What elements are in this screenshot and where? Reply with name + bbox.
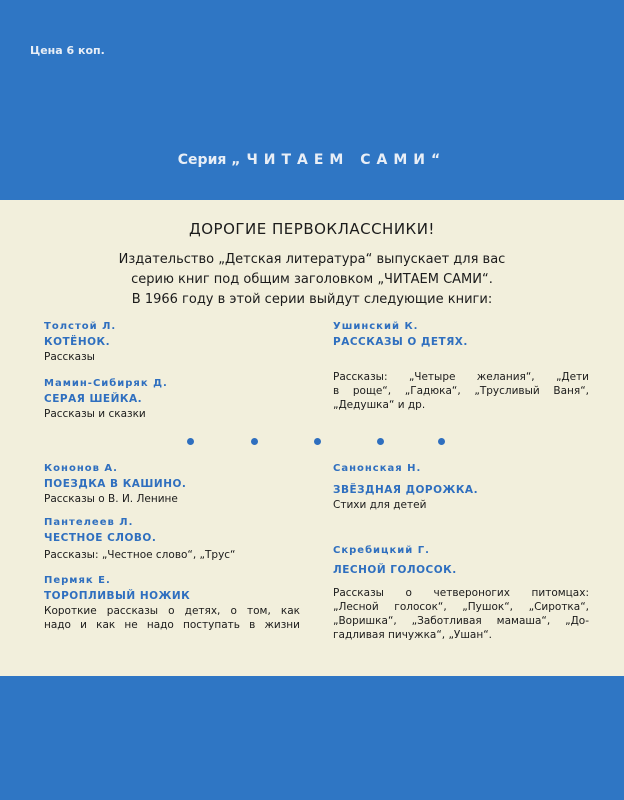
book-desc: в роще“, „Гадюка“, „Трусливый Ваня“, <box>333 385 589 397</box>
book-desc: Рассказы о четвероногих питомцах: <box>333 587 589 599</box>
book-author: Ушинский К. <box>333 321 419 332</box>
divider-dot <box>187 438 194 445</box>
book-title: ТОРОПЛИВЫЙ НОЖИК <box>44 590 191 602</box>
book-title: ЛЕСНОЙ ГОЛОСОК. <box>333 564 457 576</box>
book-desc: „Дедушка“ и др. <box>333 399 426 411</box>
series-name: „ЧИТАЕМ САМИ“ <box>231 152 447 168</box>
book-entry-permyak <box>44 574 300 632</box>
book-author: Скребицкий Г. <box>333 545 430 556</box>
book-author: Пермяк Е. <box>44 575 111 586</box>
divider-dot <box>251 438 258 445</box>
book-entry-sanonskaya <box>333 462 478 512</box>
book-desc: Рассказы: „Четыре желания“, „Дети <box>333 371 589 383</box>
divider-dot <box>438 438 445 445</box>
book-desc: Рассказы и сказки <box>44 408 146 420</box>
book-entry-panteleev <box>44 516 236 562</box>
book-title: КОТЁНОК. <box>44 336 111 348</box>
book-title: ПОЕЗДКА В КАШИНО. <box>44 478 187 490</box>
book-desc: гадливая пичужка“, „Ушан“. <box>333 629 493 641</box>
book-entry-tolstoy <box>44 320 116 364</box>
book-title: ЧЕСТНОЕ СЛОВО. <box>44 532 157 544</box>
book-title: РАССКАЗЫ О ДЕТЯХ. <box>333 336 468 348</box>
book-entry-mamin <box>44 377 168 421</box>
book-desc: Стихи для детей <box>333 499 427 511</box>
series-prefix: Серия <box>177 152 232 168</box>
book-desc: „Воришка“, „Заботливая мамаша“, „До- <box>333 615 589 627</box>
book-entry-ushinsky <box>333 320 589 412</box>
book-author: Толстой Л. <box>44 321 117 332</box>
divider-dots <box>0 438 624 448</box>
book-author: Пантелеев Л. <box>44 517 134 528</box>
book-desc: Рассказы о В. И. Ленине <box>44 493 178 505</box>
price-label: Цена 6 коп. <box>30 44 105 57</box>
intro-line: В 1966 году в этой серии выйдут следующие книги: <box>131 292 493 307</box>
book-author: Кононов А. <box>44 463 118 474</box>
book-desc: Короткие рассказы о детях, о том, как <box>44 605 300 617</box>
book-entry-skrebitsky <box>333 544 589 642</box>
intro-line: Издательство „Детская литература“ выпускает для вас <box>118 252 506 267</box>
book-desc: „Лесной голосок“, „Пушок“, „Сиротка“, <box>333 601 589 613</box>
book-title: СЕРАЯ ШЕЙКА. <box>44 393 143 405</box>
book-title: ЗВЁЗДНАЯ ДОРОЖКА. <box>333 484 479 496</box>
divider-dot <box>314 438 321 445</box>
book-author: Санонская Н. <box>333 463 422 474</box>
intro-text <box>0 250 624 310</box>
book-desc: Рассказы: „Честное слово“, „Трус“ <box>44 549 236 561</box>
book-desc: Рассказы <box>44 351 95 363</box>
divider-dot <box>377 438 384 445</box>
intro-line: серию книг под общим заголовком „ЧИТАЕМ САМИ“. <box>131 272 493 287</box>
content-panel <box>0 200 624 676</box>
page-heading: ДОРОГИЕ ПЕРВОКЛАССНИКИ! <box>189 220 435 238</box>
series-title <box>0 152 624 168</box>
book-entry-kononov <box>44 462 186 506</box>
book-author: Мамин-Сибиряк Д. <box>44 378 168 389</box>
book-desc: надо и как не надо поступать в жизни <box>44 619 300 631</box>
